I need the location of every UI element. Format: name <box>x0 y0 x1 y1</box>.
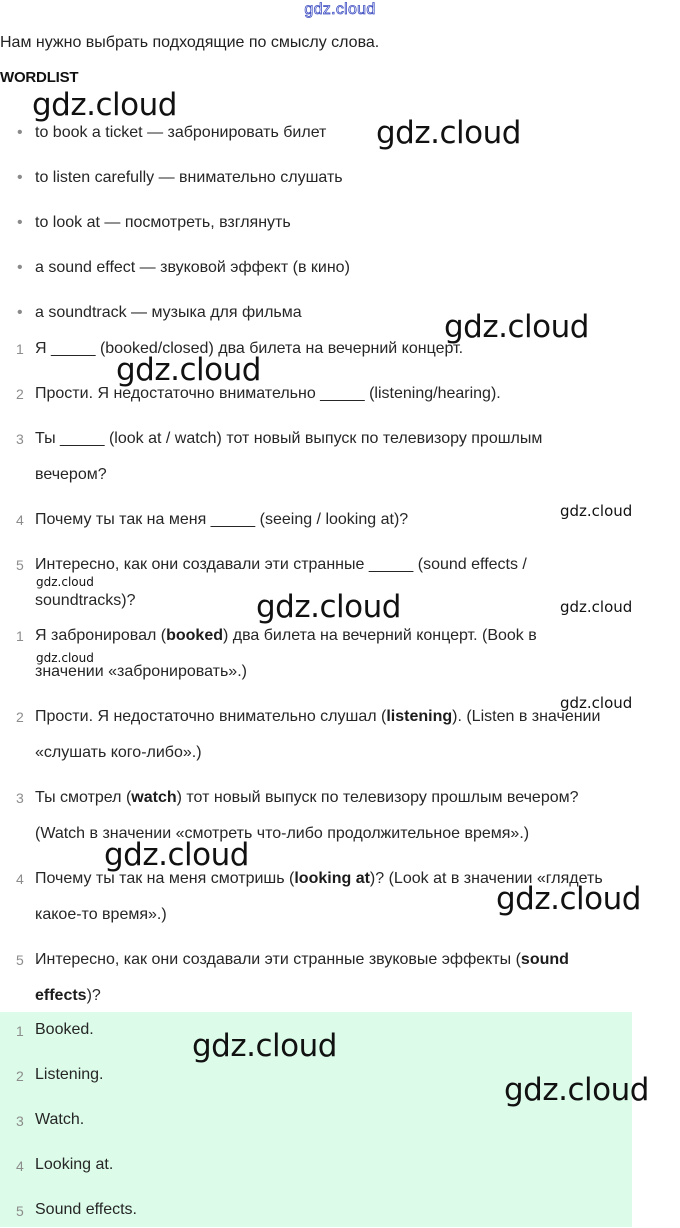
wordlist-item: • a sound effect — звуковой эффект (в кино) <box>17 259 350 276</box>
answer-number: 2 <box>16 1068 24 1084</box>
bullet-icon: • <box>17 169 23 186</box>
exercise-number: 1 <box>16 341 24 357</box>
exercise-number: 5 <box>16 557 24 573</box>
bullet-icon: • <box>17 124 23 141</box>
wordlist-item: • to book a ticket — забронировать билет <box>17 124 327 141</box>
watermark: gdz.cloud <box>560 694 633 712</box>
watermark: gdz.cloud <box>32 87 177 123</box>
watermark: gdz.cloud <box>560 502 633 520</box>
bullet-icon: • <box>17 214 23 231</box>
watermark: gdz.cloud <box>256 589 401 625</box>
answer-text: Listening. <box>35 1066 104 1083</box>
explanation-number: 5 <box>16 952 24 968</box>
explanation-number: 3 <box>16 790 24 806</box>
explanation-text: Интересно, как они создавали эти странные звуковые эффекты (sound effects)? <box>35 951 569 1004</box>
wordlist-item: • a soundtrack — музыка для фильма <box>17 304 302 321</box>
watermark: gdz.cloud <box>116 352 261 388</box>
answer-text: Booked. <box>35 1021 94 1038</box>
wordlist-heading: WORDLIST <box>0 69 79 86</box>
answer-number: 1 <box>16 1023 24 1039</box>
header-watermark: gdz.cloud <box>304 1 376 18</box>
answer-text: Watch. <box>35 1111 85 1128</box>
answer-number: 5 <box>16 1203 24 1219</box>
watermark: gdz.cloud <box>444 309 589 345</box>
answer-number: 4 <box>16 1158 24 1174</box>
exercise-text: Я _____ (booked/closed) два билета на вечерний концерт. <box>35 340 464 357</box>
exercise-text: Прости. Я недостаточно внимательно _____ (listening/hearing). <box>35 385 501 402</box>
exercise-text: Почему ты так на меня _____ (seeing / looking at)? <box>35 511 409 528</box>
explanation-text: Я забронировал (booked) два билета на вечерний концерт. (Book в значении «забронировать».) <box>35 627 537 680</box>
exercise-number: 3 <box>16 431 24 447</box>
explanation-number: 2 <box>16 709 24 725</box>
watermark: gdz.cloud <box>376 115 521 151</box>
explanation-text: Почему ты так на меня смотришь (looking at)? (Look at в значении «глядеть какое-то время».) <box>35 870 603 923</box>
explanation-number: 4 <box>16 871 24 887</box>
exercise-text: Ты _____ (look at / watch) тот новый выпуск по телевизору прошлым вечером? <box>35 430 543 483</box>
exercise-text: Интересно, как они создавали эти странные _____ (sound effects / soundtracks)? <box>35 556 527 609</box>
watermark: gdz.cloud <box>504 1072 649 1108</box>
explanation-text: Ты смотрел (watch) тот новый выпуск по телевизору прошлым вечером? (Watch в значении «смотреть что-либо продолжительное время».) <box>35 789 579 842</box>
exercise-number: 4 <box>16 512 24 528</box>
bullet-icon: • <box>17 259 23 276</box>
wordlist-item: • to look at — посмотреть, взглянуть <box>17 214 291 231</box>
watermark: gdz.cloud <box>36 575 94 589</box>
watermark: gdz.cloud <box>496 881 641 917</box>
explanation-number: 1 <box>16 628 24 644</box>
watermark: gdz.cloud <box>192 1028 337 1064</box>
exercise-number: 2 <box>16 386 24 402</box>
bullet-icon: • <box>17 304 23 321</box>
answer-text: Sound effects. <box>35 1201 137 1218</box>
intro-text: Нам нужно выбрать подходящие по смыслу слова. <box>0 34 380 51</box>
answer-number: 3 <box>16 1113 24 1129</box>
watermark: gdz.cloud <box>104 837 249 873</box>
explanation-text: Прости. Я недостаточно внимательно слушал (listening). (Listen в значении «слушать кого-либо».) <box>35 708 601 761</box>
watermark: gdz.cloud <box>560 598 633 616</box>
wordlist-item: • to listen carefully — внимательно слушать <box>17 169 343 186</box>
watermark: gdz.cloud <box>36 651 94 665</box>
answer-text: Looking at. <box>35 1156 114 1173</box>
